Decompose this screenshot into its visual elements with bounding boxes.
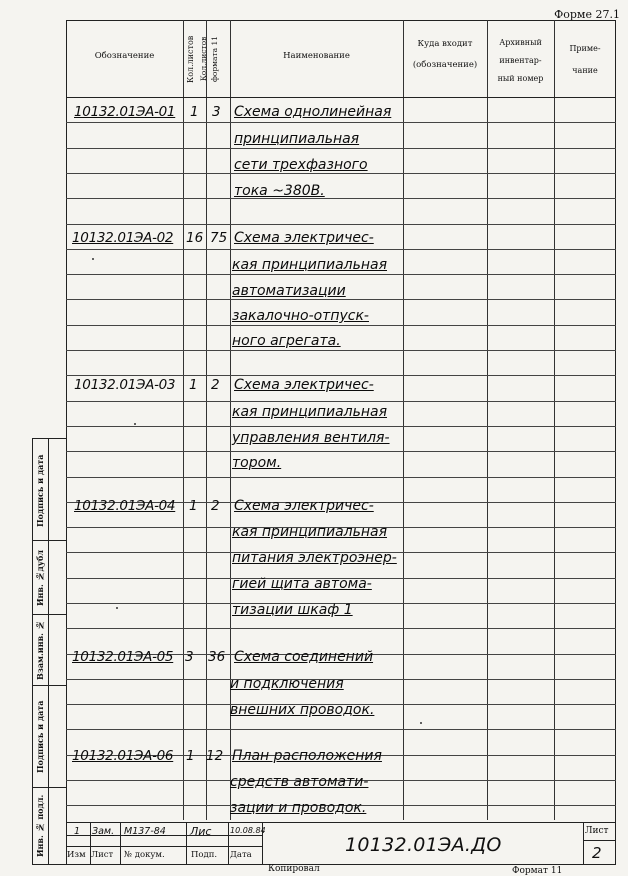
entry-name-line: План расположения bbox=[232, 748, 382, 764]
entry-a11: 75 bbox=[210, 230, 228, 246]
entry-sheets: 1 bbox=[186, 748, 195, 764]
entry-name-line: принципиальная bbox=[234, 131, 360, 147]
entry-name-line: автоматизации bbox=[232, 283, 346, 299]
col-divider bbox=[206, 20, 207, 820]
form-number: Форме 27.1 bbox=[554, 8, 620, 21]
title-block-top bbox=[66, 822, 616, 823]
entry-a11: 3 bbox=[212, 104, 221, 120]
header-archive-2: инвентар- bbox=[499, 56, 542, 65]
label-sign-date-top: Подпись и дата bbox=[35, 454, 45, 528]
title-block-row bbox=[583, 840, 616, 841]
entry-a11: 2 bbox=[211, 498, 220, 514]
table-row-line bbox=[66, 628, 616, 629]
scan-speck bbox=[92, 258, 94, 260]
label-sign-date-bottom: Подпись и дата bbox=[35, 700, 45, 774]
table-row-line bbox=[66, 350, 616, 351]
entry-a11: 2 bbox=[211, 377, 220, 393]
rev-sheet: Зам. bbox=[92, 826, 115, 837]
title-col bbox=[228, 822, 229, 865]
sheet-number: 2 bbox=[592, 844, 602, 862]
header-sheets-a11: Кол.листов формата 11 bbox=[199, 35, 219, 83]
entry-designation: 10132.01ЭА-04 bbox=[74, 498, 176, 514]
entry-name-line: тизации шкаф 1 bbox=[232, 602, 353, 618]
entry-designation: 10132.01ЭА-01 bbox=[74, 104, 176, 120]
entry-name-line: и подключения bbox=[230, 676, 344, 692]
entry-name-line: Схема электричес- bbox=[234, 230, 374, 246]
col-divider bbox=[403, 20, 404, 820]
table-row-line bbox=[66, 426, 616, 427]
entry-name-line: кая принципиальная bbox=[232, 404, 388, 420]
entry-name-line: тока ~380В. bbox=[234, 183, 325, 199]
entry-name-line: управления вентиля- bbox=[232, 430, 390, 446]
entry-name-line: Схема соединений bbox=[234, 649, 374, 665]
entry-a11: 36 bbox=[208, 649, 226, 665]
label-inv-podl: Инв. № подл. bbox=[35, 794, 45, 858]
title-col bbox=[186, 822, 187, 865]
rev-date: 10.08.84 bbox=[230, 826, 266, 835]
header-note-2: чание bbox=[572, 66, 598, 75]
table-row-line bbox=[66, 299, 616, 300]
entry-name-line: Схема однолинейная bbox=[234, 104, 392, 120]
entry-designation: 10132.01ЭА-03 bbox=[74, 377, 176, 393]
col-divider bbox=[487, 20, 488, 820]
header-name: Наименование bbox=[283, 51, 350, 61]
entry-designation: 10132.01ЭА-02 bbox=[72, 230, 174, 246]
rev-number: 1 bbox=[74, 826, 81, 837]
title-block-row bbox=[66, 846, 262, 847]
entry-name-line: зации и проводок. bbox=[230, 800, 367, 816]
entry-name-line: средств автомати- bbox=[230, 774, 369, 790]
header-designation: Обозначение bbox=[94, 51, 155, 61]
entry-name-line: закалочно-отпуск- bbox=[232, 308, 369, 324]
col-divider bbox=[183, 20, 184, 820]
scan-speck bbox=[420, 722, 422, 724]
scan-speck bbox=[116, 607, 118, 609]
col-divider bbox=[230, 20, 231, 820]
label-vzam-inv: Взам.инв. № bbox=[35, 620, 45, 680]
title-col bbox=[120, 822, 121, 865]
strip-divider bbox=[48, 438, 49, 865]
entry-name-line: ного агрегата. bbox=[232, 333, 341, 349]
entry-name-line: Схема электричес- bbox=[234, 498, 374, 514]
header-note-1: Приме- bbox=[569, 44, 601, 53]
entry-sheets: 1 bbox=[189, 377, 198, 393]
col-divider bbox=[554, 20, 555, 820]
entry-name-line: гией щита автома- bbox=[232, 576, 372, 592]
sheet-label: Лист bbox=[585, 826, 609, 836]
label-inv-dubl: Инв. №дубл bbox=[35, 550, 45, 606]
entry-name-line: питания электроэнер- bbox=[232, 550, 397, 566]
table-row-line bbox=[66, 173, 616, 174]
header-where-used-1: Куда входит bbox=[417, 39, 473, 49]
title-col bbox=[583, 822, 584, 865]
table-row-line bbox=[66, 148, 616, 149]
table-row-line bbox=[66, 729, 616, 730]
scan-speck bbox=[134, 423, 136, 425]
rev-doc-number: М137-84 bbox=[124, 826, 166, 837]
entry-name-line: Схема электричес- bbox=[234, 377, 374, 393]
table-row-line bbox=[66, 198, 616, 199]
entry-name-line: кая принципиальная bbox=[232, 524, 388, 540]
header-sheets-count: Кол.листов bbox=[186, 35, 195, 83]
header-archive-3: ный номер bbox=[497, 74, 544, 83]
entry-name-line: кая принципиальная bbox=[232, 257, 388, 273]
header-where-used-2: (обозначение) bbox=[412, 60, 478, 70]
entry-designation: 10132.01ЭА-05 bbox=[72, 649, 174, 665]
header-divider bbox=[66, 97, 616, 98]
entry-name-line: внешних проводок. bbox=[230, 702, 375, 718]
strip-divider bbox=[32, 685, 66, 686]
entry-sheets: 1 bbox=[189, 498, 198, 514]
table-row-line bbox=[66, 249, 616, 250]
footer-format: Формат 11 bbox=[512, 866, 563, 876]
entry-sheets: 1 bbox=[190, 104, 199, 120]
table-row-line bbox=[66, 451, 616, 452]
header-archive-1: Архивный bbox=[499, 38, 542, 47]
table-row-line bbox=[66, 274, 616, 275]
entry-a11: 12 bbox=[206, 748, 224, 764]
rev-signature: Лис bbox=[190, 825, 212, 838]
entry-sheets: 3 bbox=[185, 649, 194, 665]
strip-divider bbox=[32, 614, 66, 615]
strip-divider bbox=[32, 787, 66, 788]
col-doc: № докум. bbox=[124, 850, 165, 860]
col-date: Дата bbox=[230, 850, 252, 860]
entry-name-line: сети трехфазного bbox=[234, 157, 368, 173]
entry-name-line: тором. bbox=[232, 455, 282, 471]
col-list: Лист bbox=[91, 850, 114, 860]
footer-copied: Копировал bbox=[268, 864, 320, 874]
table-row-line bbox=[66, 375, 616, 376]
table-row-line bbox=[66, 401, 616, 402]
entry-designation: 10132.01ЭА-06 bbox=[72, 748, 174, 764]
col-izm: Изм bbox=[67, 850, 86, 860]
document-code: 10132.01ЭА.ДО bbox=[345, 834, 502, 856]
table-row-line bbox=[66, 224, 616, 225]
entry-sheets: 16 bbox=[186, 230, 204, 246]
table-row-line bbox=[66, 477, 616, 478]
table-row-line bbox=[66, 122, 616, 123]
table-row-line bbox=[66, 325, 616, 326]
strip-divider bbox=[32, 540, 66, 541]
col-sign: Подп. bbox=[191, 850, 218, 860]
